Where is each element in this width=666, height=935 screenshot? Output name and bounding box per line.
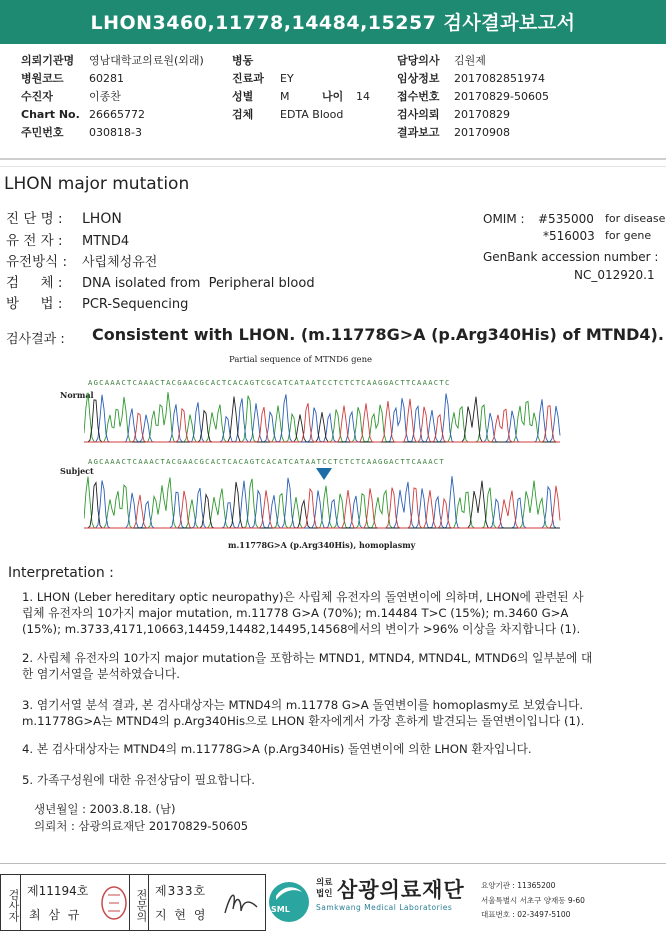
field-value-specimen: DNA isolated from Peripheral blood	[82, 276, 315, 291]
subject-label: Subject	[60, 466, 94, 476]
inspector-name: 최 삼 규	[29, 908, 82, 922]
trace-a	[84, 392, 560, 442]
interpretation-line: 2. 사립체 유전자의 10가지 major mutation을 포함하는 MTND1, MTND4, MTND4L, MTND6의 일부분에 대	[22, 651, 593, 665]
figure-title: Partial sequence of MTND6 gene	[229, 355, 373, 365]
genbank-label: GenBank accession number :	[483, 250, 659, 264]
signature-box	[0, 874, 266, 931]
header-value: 김원제	[454, 54, 486, 67]
header-value: 20170829	[454, 108, 510, 121]
age-value: 14	[356, 90, 370, 103]
result-value: Consistent with LHON. (m.11778G>A (p.Arg340His) of MTND4).	[92, 325, 664, 344]
field-list	[6, 207, 315, 313]
header-label: 진료과	[232, 72, 264, 85]
interpretation-line: 4. 본 검사대상자는 MTND4의 m.11778G>A (p.Arg340His) 돌연변이에 의한 LHON 환자입니다.	[22, 742, 532, 756]
header-divider	[0, 158, 666, 160]
header-value: EDTA Blood	[280, 108, 344, 121]
header-col3	[397, 52, 549, 142]
header-value: 이종찬	[89, 90, 121, 103]
omim-id: #535000	[538, 212, 594, 226]
field-label: 유 전 자 :	[6, 233, 63, 249]
sml-logo-icon	[266, 876, 312, 926]
interpretation-item-1	[22, 589, 662, 637]
logo-text: SML	[271, 905, 290, 914]
trace-c	[84, 476, 560, 528]
field-label: 진 단 명 :	[6, 211, 63, 227]
interpretation-heading: Interpretation :	[8, 565, 114, 581]
subject-sequence: AGCAAACTCAAACTACGAACGCACTCACAGTCACATCATAATCCTCTCTCAAGGACTTCAAACT	[88, 457, 445, 466]
interpretation-item-2	[22, 650, 662, 682]
omim-id: *516003	[543, 229, 595, 243]
header-label: 담당의사	[397, 54, 440, 67]
figure-caption: m.11778G>A (p.Arg340His), homoplasmy	[228, 540, 416, 550]
org-name: 삼광의료재단	[337, 878, 465, 902]
result-label: 검사결과 :	[6, 332, 65, 347]
header-label: 접수번호	[397, 90, 440, 103]
header-label: 주민번호	[21, 126, 64, 139]
org-address: 서울특별시 서초구 양재동 9-60	[481, 896, 585, 905]
header-label: 성별	[232, 90, 254, 103]
interpretation-line: m.11778G>A는 MTND4의 p.Arg340His으로 LHON 환자에게서 가장 흔하게 발견되는 돌연변이입니다 (1).	[22, 714, 585, 728]
header-label: 의뢰기관명	[21, 54, 75, 67]
normal-chromatogram	[84, 388, 564, 444]
specialist-license: 제333호	[155, 884, 207, 898]
header-label: 병원코드	[21, 72, 64, 85]
field-value-inheritance: 사립체성유전	[82, 255, 158, 270]
interpretation-line: 한 염기서열을 분석하였습니다.	[22, 667, 180, 681]
report-title: LHON3460,11778,14484,15257 검사결과보고서	[0, 0, 666, 44]
field-label: 방 법 :	[6, 296, 63, 312]
field-value-method: PCR-Sequencing	[82, 297, 189, 312]
specialist-signature-icon	[221, 887, 261, 919]
header-col2	[232, 52, 370, 124]
header-divider-thin	[0, 166, 666, 167]
footer-divider	[0, 863, 666, 864]
omim-note: for gene	[605, 229, 652, 242]
inspector-seal-icon	[99, 883, 129, 923]
requester: 의뢰처 : 삼광의료재단 20170829-50605	[34, 819, 249, 833]
header-value: EY	[280, 72, 294, 85]
header-col1	[21, 52, 204, 142]
header-value: 20170829-50605	[454, 90, 549, 103]
header-label: Chart No.	[21, 108, 80, 121]
subject-chromatogram	[84, 472, 564, 530]
org-prefix-top: 의료	[316, 878, 333, 888]
interpretation-line: 립체 유전자의 10가지 major mutation, m.11778 G>A (70%); m.14484 T>C (15%); m.3460 G>A	[22, 606, 569, 620]
age-label: 나이	[322, 90, 344, 103]
header-label: 병동	[232, 54, 254, 67]
inspector-license: 제11194호	[27, 884, 89, 898]
genbank-value: NC_012920.1	[574, 268, 655, 282]
interpretation-line: 3. 염기서열 분석 결과, 본 검사대상자는 MTND4의 m.11778 G>A 돌연변이를 homoplasmy로 보였습니다.	[22, 698, 584, 712]
field-value-diagnosis: LHON	[82, 211, 122, 227]
interpretation-line: 5. 가족구성원에 대한 유전상담이 필요합니다.	[22, 773, 255, 787]
header-value: 2017082851974	[454, 72, 545, 85]
org-prefix-bottom: 법인	[316, 889, 333, 899]
field-label: 검 체 :	[6, 275, 63, 291]
header-label: 수진자	[21, 90, 53, 103]
interpretation-item-5	[22, 772, 662, 788]
interpretation-line: 1. LHON (Leber hereditary optic neuropathy)은 사립체 유전자의 돌연변이에 의하며, LHON에 관련된 사	[22, 590, 584, 604]
header-value: M	[280, 90, 290, 103]
normal-label: Normal	[60, 390, 94, 400]
header-value: 26665772	[89, 108, 145, 121]
header-value: 영남대학교의료원(외래)	[89, 54, 204, 67]
birth-date: 생년월일 : 2003.8.18. (남)	[34, 802, 176, 816]
normal-sequence: AGCAAACTCAAACTACGAACGCACTCACAGTCGCATCATAATCCTCTCTCAAGGACTTCAAACTC	[88, 378, 451, 387]
section-title: LHON major mutation	[4, 174, 190, 194]
interpretation-item-4	[22, 741, 662, 757]
interpretation-item-3	[22, 697, 662, 729]
header-label: 검체	[232, 108, 254, 121]
org-phone: 대표번호 : 02-3497-5100	[481, 910, 571, 919]
specialist-name: 지 현 영	[155, 908, 208, 922]
interpretation-line: (15%); m.3733,4171,10663,14459,14482,14495,14568에서의 변이가 >96% 이상을 차지합니다 (1).	[22, 622, 581, 636]
header-label: 결과보고	[397, 126, 440, 139]
header-label: 임상정보	[397, 72, 440, 85]
header-value: 20170908	[454, 126, 510, 139]
specialist-label: 전문의	[129, 875, 149, 930]
header-value: 030818-3	[89, 126, 142, 139]
field-value-gene: MTND4	[82, 234, 130, 249]
header-value: 60281	[89, 72, 124, 85]
field-label: 유전방식 :	[6, 254, 68, 270]
omim-note: for disease	[605, 212, 666, 225]
omim-label: OMIM :	[483, 212, 525, 226]
org-name-en: Samkwang Medical Laboratories	[316, 903, 453, 912]
org-code: 요양기관 : 11365200	[481, 881, 556, 890]
inspector-label: 검사자	[1, 875, 21, 930]
header-label: 검사의뢰	[397, 108, 440, 121]
